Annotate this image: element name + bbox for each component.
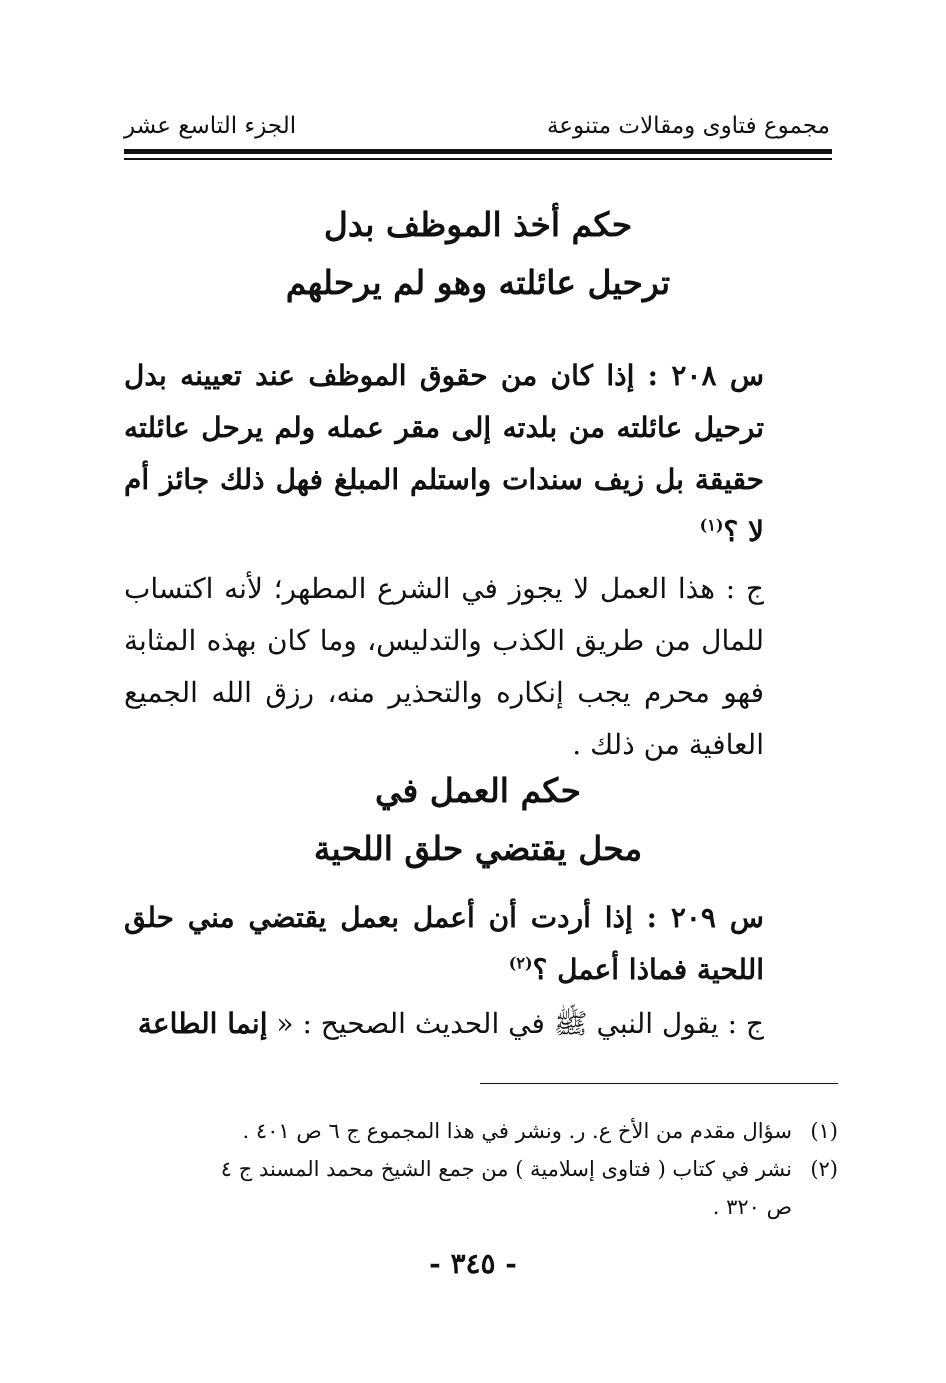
- header-rule-thin: [124, 158, 832, 160]
- answer-209: [124, 998, 764, 1050]
- question-208: [124, 350, 764, 558]
- running-header-volume: الجزء التاسع عشر: [124, 113, 297, 139]
- answer-209-text: ج : يقول النبي ﷺ في الحديث الصحيح : «: [276, 1007, 764, 1040]
- section-2-title: [124, 762, 832, 878]
- question-208-text: س ٢٠٨ : إذا كان من حقوق الموظف عند تعيينه بدل ترحيل عائلته من بلدته إلى مقر عمله ولم يرحل عائلته حقيقة بل زيف سندات واستلم المبلغ فهل ذلك جائز أم لا ؟: [124, 359, 764, 548]
- footnote-2: [124, 1150, 838, 1226]
- footnote-2-text: نشر في كتاب ( فتاوى إسلامية ) من جمع الشيخ محمد المسند ج ٤: [220, 1157, 792, 1181]
- answer-208: ج : هذا العمل لا يجوز في الشرع المطهر؛ لأنه اكتساب للمال من طريق الكذب والتدليس، وما كان بهذه المثابة فهو محرم يجب إنكاره والتحذير منه، رزق الله الجميع العافية من ذلك .: [124, 572, 764, 761]
- footnote-1-text: سؤال مقدم من الأخ ع. ر. ونشر في هذا المجموع ج ٦ ص ٤٠١ .: [242, 1119, 792, 1143]
- footnote-2-number: (٢): [810, 1157, 838, 1181]
- footnote-ref-2: (٢): [508, 953, 533, 973]
- answer-209-hadith-quote: إنما الطاعة: [137, 1007, 268, 1040]
- footnote-2-continuation: ص ٣٢٠ .: [712, 1195, 792, 1219]
- section-1-title-line-1: حكم أخذ الموظف بدل: [323, 205, 633, 244]
- footnote-1: [124, 1112, 838, 1150]
- section-2-title-line-2: محل يقتضي حلق اللحية: [313, 829, 643, 868]
- footnote-ref-1: (١): [699, 515, 724, 535]
- page-number: - ٣٤٥ -: [429, 1247, 517, 1280]
- section-1-title-line-2: ترحيل عائلته وهو لم يرحلهم: [285, 263, 671, 302]
- footnote-separator: [480, 1083, 838, 1084]
- footnote-1-number: (١): [810, 1119, 838, 1143]
- running-header-book-title: مجموع فتاوى ومقالات متنوعة: [546, 113, 830, 139]
- question-209-text: س ٢٠٩ : إذا أردت أن أعمل بعمل يقتضي مني حلق اللحية فماذا أعمل ؟: [124, 901, 764, 986]
- question-209: [124, 892, 764, 996]
- header-rule-thick: [124, 149, 832, 154]
- section-1-title: [124, 196, 832, 312]
- section-2-title-line-1: حكم العمل في: [374, 771, 582, 810]
